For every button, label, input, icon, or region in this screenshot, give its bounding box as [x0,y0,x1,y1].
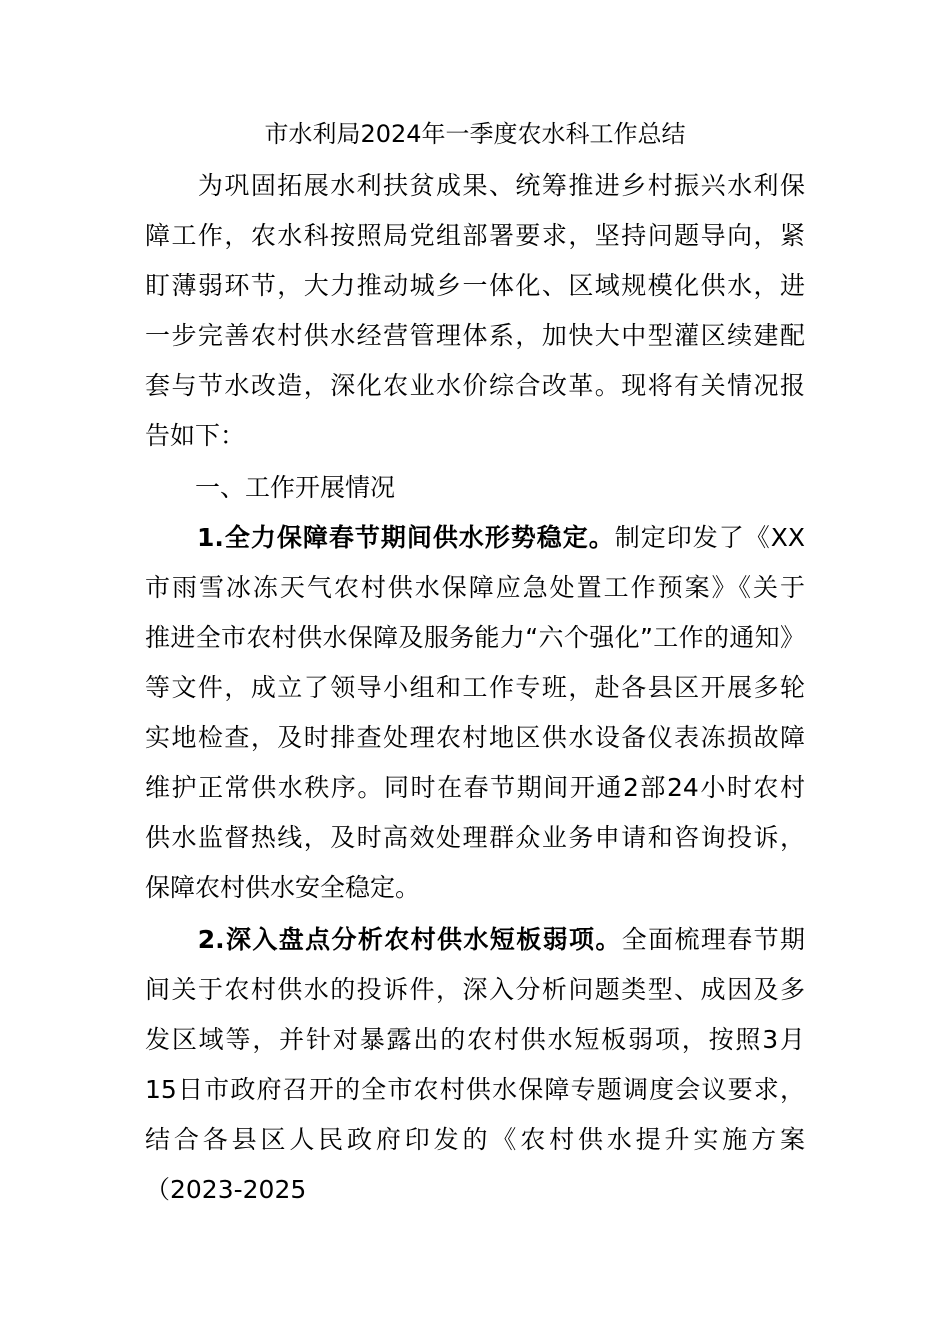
item1-line: 推进全市农村供水保障及服务能力“六个强化”工作的通知》 [145,623,805,652]
item1-line: 供水监督热线，及时高效处理群众业务申请和咨询投诉， [145,823,805,852]
item2-line: 间关于农村供水的投诉件，深入分析问题类型、成因及多 [145,975,805,1004]
item2-line: 发区域等，并针对暴露出的农村供水短板弱项，按照3月 [145,1025,805,1054]
item1-first-line-text: 制定印发了《XX [614,523,805,552]
intro-line: 套与节水改造，深化农业水价综合改革。现将有关情况报 [145,371,805,400]
item1-line: 等文件，成立了领导小组和工作专班，赴各县区开展多轮 [145,673,805,702]
item2-first-line [145,920,805,960]
intro-line: 告如下： [145,421,246,450]
item1-first-line [145,518,805,558]
intro-line: 盯薄弱环节，大力推动城乡一体化、区域规模化供水，进 [145,271,805,300]
section-heading: 一、工作开展情况 [145,473,396,502]
item1-line: 保障农村供水安全稳定。 [145,873,421,902]
item2-line: 结合各县区人民政府印发的《农村供水提升实施方案 [145,1125,805,1154]
item2-line: 15日市政府召开的全市农村供水保障专题调度会议要求， [145,1075,805,1104]
item2-first-line-text: 全面梳理春节期 [621,925,805,954]
item1-line: 维护正常供水秩序。同时在春节期间开通2部24小时农村 [145,773,805,802]
item1-line: 实地检查，及时排查处理农村地区供水设备仪表冻损故障 [145,723,805,752]
item2-heading: 2.深入盘点分析农村供水短板弱项。 [145,925,622,954]
item2-line: （2023-2025 [145,1175,307,1204]
item1-line: 市雨雪冰冻天气农村供水保障应急处置工作预案》《关于 [145,573,805,602]
document-title: 市水利局2024年一季度农水科工作总结 [264,120,686,148]
intro-line: 为巩固拓展水利扶贫成果、统筹推进乡村振兴水利保 [145,171,805,200]
intro-line: 障工作，农水科按照局党组部署要求，坚持问题导向，紧 [145,221,805,250]
item1-heading: 1.全力保障春节期间供水形势稳定。 [145,523,615,552]
intro-line: 一步完善农村供水经营管理体系，加快大中型灌区续建配 [145,321,805,350]
